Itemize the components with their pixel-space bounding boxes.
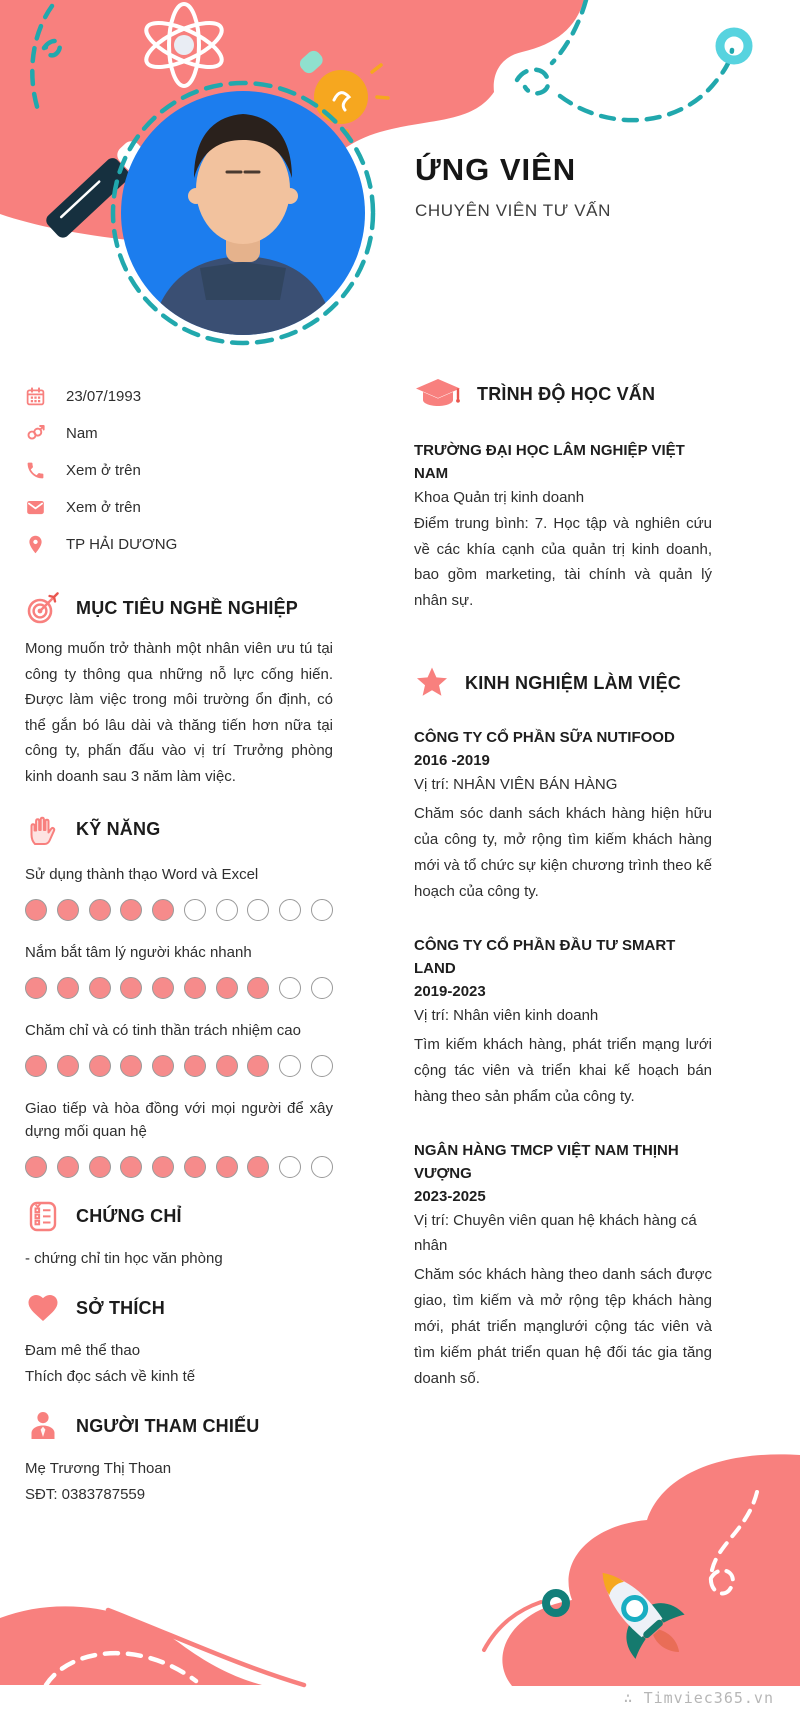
job-company: CÔNG TY CỔ PHẦN SỮA NUTIFOOD: [414, 729, 675, 746]
education-heading: TRÌNH ĐỘ HỌC VẤN: [477, 383, 656, 404]
skills-list: [25, 863, 333, 1178]
rating-dot-filled: [247, 1055, 269, 1077]
job-company: NGÂN HÀNG TMCP VIỆT NAM THỊNH VƯỢNG: [414, 1142, 679, 1182]
heart-icon: [25, 1290, 61, 1326]
job-position: Vị trí: Chuyên viên quan hệ khách hàng cá nhân: [414, 1212, 697, 1254]
objective-text: Mong muốn trở thành một nhân viên ưu tú tại công ty thông qua những nỗ lực cống hiến. Được làm việc trong môi trường ổn định, có thể gắn bó lâu dài và thăng tiến hơn nữa tại công ty, phấn đấu vào vị trí Trưởng phòng kinh doanh sau 3 năm làm việc.: [25, 640, 333, 785]
rating-dot-empty: [311, 977, 333, 999]
education-description: Điểm trung bình: 7. Học tập và nghiên cứu về các khía cạnh của quản trị kinh doanh, bao gồm marketing, tài chính và quản lý nhân sự.: [414, 515, 712, 609]
header-text: [415, 152, 611, 221]
rating-dot-filled: [120, 1156, 142, 1178]
candidate-title: CHUYÊN VIÊN TƯ VẤN: [415, 201, 611, 220]
rating-dot-empty: [184, 899, 206, 921]
job-entry: [414, 1139, 712, 1392]
rating-dot-filled: [57, 1156, 79, 1178]
candidate-name: ỨNG VIÊN: [415, 152, 577, 187]
list-item: SĐT: 0383787559: [25, 1486, 146, 1503]
skill-rating: [25, 977, 333, 999]
skill-rating: [25, 1055, 333, 1077]
certificates-heading: CHỨNG CHỈ: [76, 1205, 182, 1226]
phone-icon: [25, 460, 46, 481]
list-item: Đam mê thể thao: [25, 1342, 141, 1359]
job-period: 2016 -2019: [414, 752, 490, 769]
job-period: 2023-2025: [414, 1188, 486, 1205]
rating-dot-empty: [311, 1156, 333, 1178]
rating-dot-empty: [279, 899, 301, 921]
jobs-list: [414, 726, 712, 1392]
rating-dot-filled: [89, 899, 111, 921]
rating-dot-empty: [311, 1055, 333, 1077]
checklist-icon: [25, 1198, 61, 1234]
rating-dot-filled: [25, 1156, 47, 1178]
rating-dot-filled: [25, 977, 47, 999]
contact-text: Nam: [66, 425, 98, 442]
right-column: [414, 376, 712, 1421]
rating-dot-filled: [247, 1156, 269, 1178]
skill-item: [25, 863, 333, 921]
job-position: Vị trí: Nhân viên kinh doanh: [414, 1007, 599, 1024]
rating-dot-filled: [89, 977, 111, 999]
rating-dot-filled: [152, 899, 174, 921]
list-item: Mẹ Trương Thị Thoan: [25, 1460, 172, 1477]
rating-dot-filled: [57, 977, 79, 999]
rating-dot-empty: [279, 977, 301, 999]
job-company: CÔNG TY CỔ PHẦN ĐẦU TƯ SMART LAND: [414, 937, 676, 977]
skill-label: Sử dụng thành thạo Word và Excel: [25, 866, 259, 883]
contact-item: [25, 526, 333, 563]
skill-item: [25, 1019, 333, 1077]
section-objective-head: [25, 590, 333, 626]
skills-heading: KỸ NĂNG: [76, 818, 161, 839]
contact-text: Xem ở trên: [66, 499, 141, 516]
skill-rating: [25, 1156, 333, 1178]
contact-text: TP HẢI DƯƠNG: [66, 536, 178, 553]
target-icon: [25, 590, 61, 626]
contact-item: [25, 489, 333, 526]
rating-dot-filled: [216, 1156, 238, 1178]
job-position: Vị trí: NHÂN VIÊN BÁN HÀNG: [414, 776, 618, 793]
list-item: Thích đọc sách về kinh tế: [25, 1368, 196, 1385]
rating-dot-empty: [247, 899, 269, 921]
experience-heading: KINH NGHIỆM LÀM VIỆC: [465, 672, 682, 693]
rating-dot-filled: [152, 1055, 174, 1077]
rating-dot-filled: [57, 899, 79, 921]
job-entry: [414, 934, 712, 1110]
rating-dot-filled: [89, 1156, 111, 1178]
job-description: Chăm sóc khách hàng theo danh sách được giao, tìm kiếm và mở rộng tệp khách hàng mới, phát triển mạnglưới cộng tác viên và tìm kiếm phát triển quan hệ đối tác gia tăng doanh số.: [414, 1266, 712, 1387]
references-heading: NGƯỜI THAM CHIẾU: [76, 1415, 260, 1436]
rating-dot-filled: [152, 1156, 174, 1178]
donut-icon-bottom: [546, 1593, 566, 1613]
contact-text: Xem ở trên: [66, 462, 141, 479]
rating-dot-empty: [216, 899, 238, 921]
objective-heading: MỤC TIÊU NGHỀ NGHIỆP: [76, 597, 299, 618]
footer-decoration-art: [0, 1382, 800, 1712]
donut-icon-top: [720, 32, 748, 60]
rating-dot-empty: [279, 1156, 301, 1178]
location-icon: [25, 534, 46, 555]
coral-blob-bottom-right: [502, 1454, 800, 1686]
skill-label: Nắm bắt tâm lý người khác nhanh: [25, 944, 252, 961]
section-experience-head: [414, 665, 712, 701]
gender-icon: [25, 423, 46, 444]
hand-icon: [25, 811, 61, 847]
job-description: Tìm kiếm khách hàng, phát triển mạng lưới cộng tác viên và triển khai kế hoạch bán hàng theo sản phẩm của công ty.: [414, 1036, 712, 1105]
graduation-cap-icon: [414, 376, 462, 412]
rating-dot-filled: [247, 977, 269, 999]
rating-dot-filled: [184, 1156, 206, 1178]
contact-text: 23/07/1993: [66, 388, 142, 405]
rating-dot-filled: [120, 977, 142, 999]
rating-dot-filled: [216, 1055, 238, 1077]
rating-dot-filled: [184, 1055, 206, 1077]
rating-dot-filled: [184, 977, 206, 999]
job-description: Chăm sóc danh sách khách hàng hiện hữu của công ty, mở rộng tìm kiếm khách hàng mới và tổ chức sự kiện chương trình theo kế hoạch của công ty.: [414, 805, 712, 900]
star-icon: [414, 665, 450, 701]
contact-item: [25, 415, 333, 452]
contact-item: [25, 378, 333, 415]
rating-dot-filled: [120, 899, 142, 921]
list-item: - chứng chỉ tin học văn phòng: [25, 1250, 223, 1267]
section-certificates-head: [25, 1198, 333, 1234]
rating-dot-filled: [216, 977, 238, 999]
skill-label: Giao tiếp và hòa đồng với mọi người để xây dựng mối quan hệ: [25, 1100, 333, 1140]
rating-dot-empty: [311, 899, 333, 921]
section-education-head: [414, 376, 712, 412]
rating-dot-filled: [89, 1055, 111, 1077]
job-period: 2019-2023: [414, 983, 486, 1000]
calendar-icon: [25, 386, 46, 407]
header-decoration: [0, 0, 800, 362]
email-icon: [25, 497, 46, 518]
section-hobbies-head: [25, 1290, 333, 1326]
profile-photo: [113, 83, 373, 343]
left-column: [25, 378, 333, 1508]
rating-dot-filled: [25, 1055, 47, 1077]
job-entry: [414, 726, 712, 905]
hobbies-heading: SỞ THÍCH: [76, 1297, 165, 1318]
rating-dot-filled: [57, 1055, 79, 1077]
skill-item: [25, 1097, 333, 1178]
avatar: [121, 91, 365, 340]
footer-brand: ∴ Timviec365.vn: [623, 1689, 774, 1707]
section-skills-head: [25, 811, 333, 847]
rating-dot-filled: [120, 1055, 142, 1077]
education-school: TRƯỜNG ĐẠI HỌC LÂM NGHIỆP VIỆT NAM: [414, 442, 685, 482]
certificates-list: [25, 1246, 333, 1272]
rating-dot-empty: [279, 1055, 301, 1077]
rating-dot-filled: [152, 977, 174, 999]
contact-item: [25, 452, 333, 489]
contact-list: [25, 378, 333, 563]
skill-item: [25, 941, 333, 999]
education-faculty: Khoa Quản trị kinh doanh: [414, 489, 585, 506]
rating-dot-filled: [25, 899, 47, 921]
skill-label: Chăm chỉ và có tinh thần trách nhiệm cao: [25, 1022, 301, 1039]
skill-rating: [25, 899, 333, 921]
